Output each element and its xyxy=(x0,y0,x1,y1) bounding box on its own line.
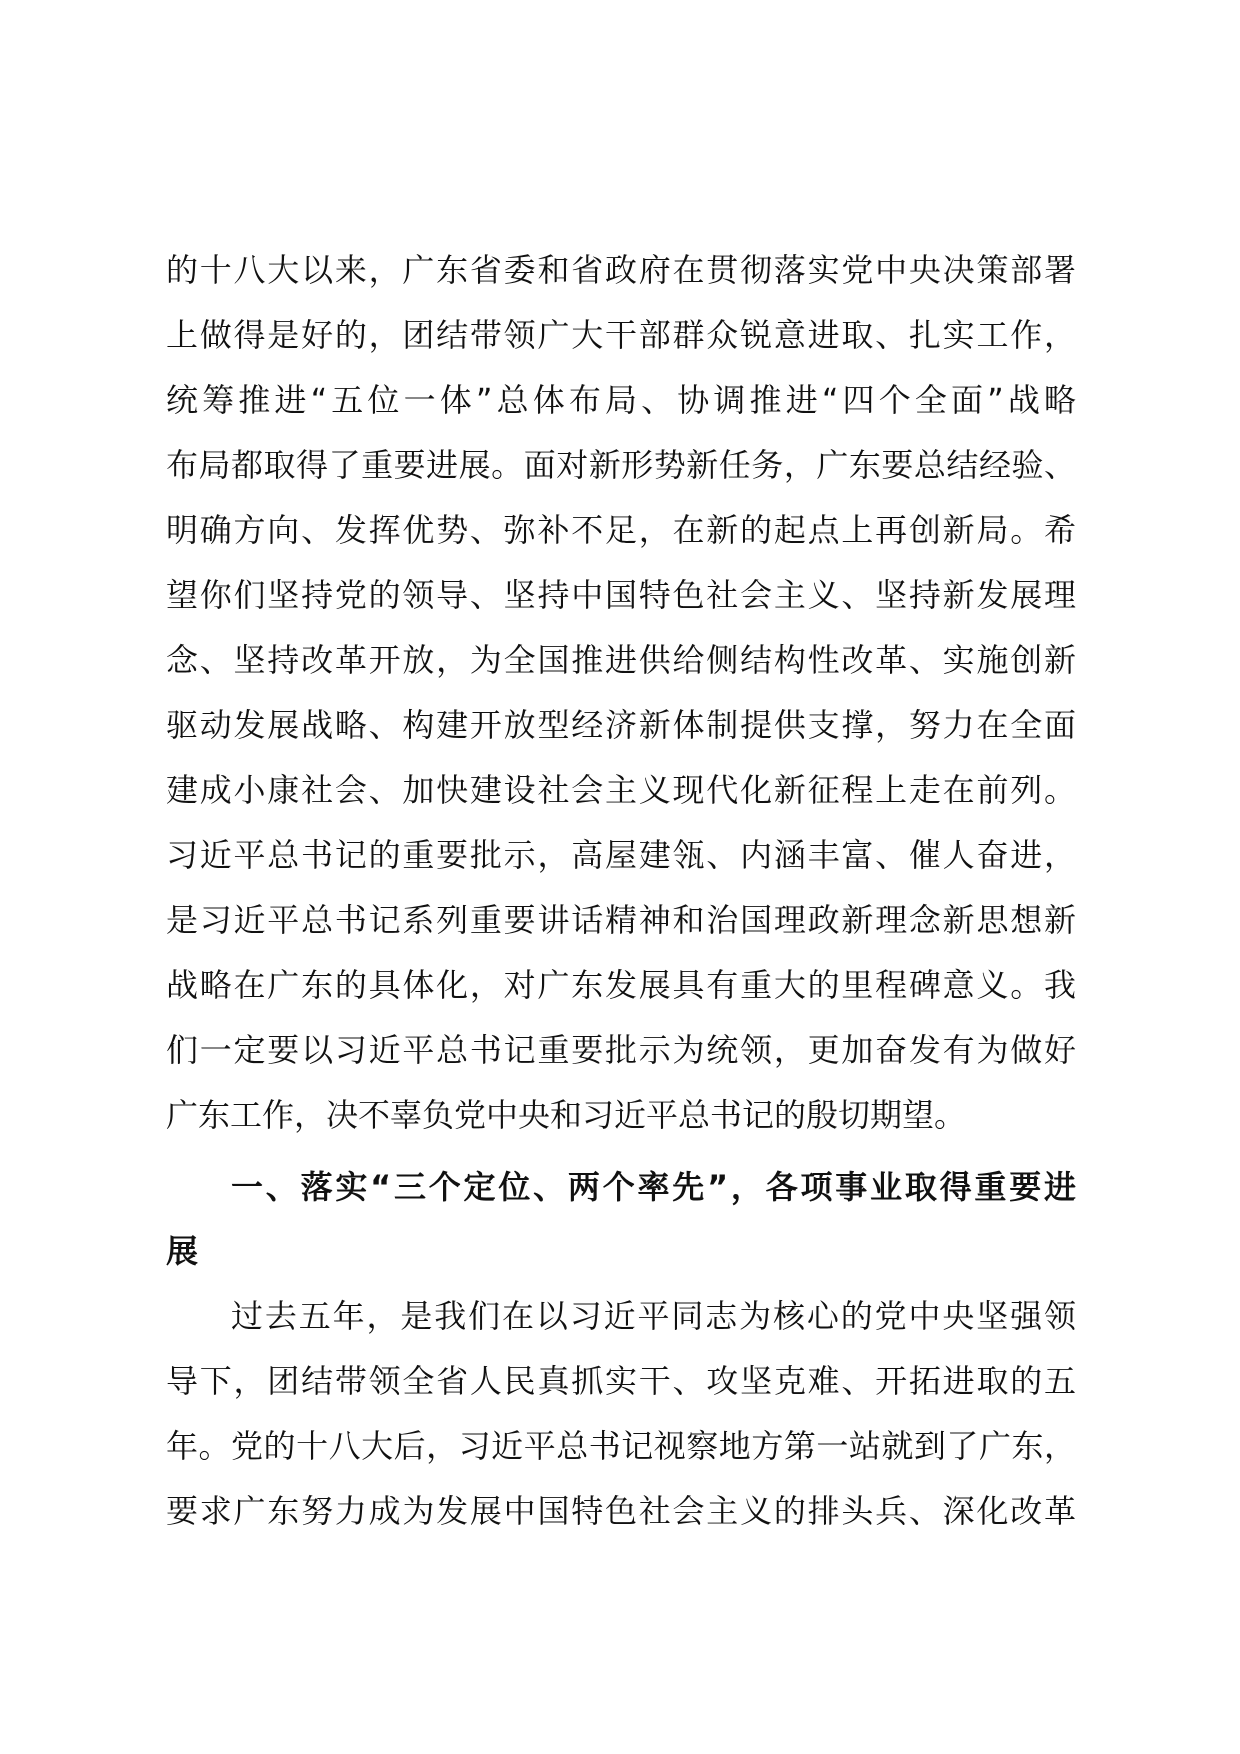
paragraph-line: 要求广东努力成为发展中国特色社会主义的排头兵、深化改革 xyxy=(166,1492,1076,1530)
paragraph-line: 布局都取得了重要进展。面对新形势新任务，广东要总结经验、 xyxy=(166,446,1076,484)
paragraph-line: 明确方向、发挥优势、弥补不足，在新的起点上再创新局。希 xyxy=(166,511,1076,549)
paragraph-line: 驱动发展战略、构建开放型经济新体制提供支撑，努力在全面 xyxy=(166,706,1076,744)
paragraph-line: 们一定要以习近平总书记重要批示为统领，更加奋发有为做好 xyxy=(166,1031,1076,1069)
section-heading-line: 一、落实“三个定位、两个率先”，各项事业取得重要进 xyxy=(231,1168,1076,1206)
paragraph-line: 年。党的十八大后，习近平总书记视察地方第一站就到了广东， xyxy=(166,1427,1076,1465)
paragraph-line: 统筹推进“五位一体”总体布局、协调推进“四个全面”战略 xyxy=(166,381,1076,419)
paragraph-line: 建成小康社会、加快建设社会主义现代化新征程上走在前列。 xyxy=(166,771,1076,809)
paragraph-line: 广东工作，决不辜负党中央和习近平总书记的殷切期望。 xyxy=(166,1096,967,1134)
paragraph-line: 习近平总书记的重要批示，高屋建瓴、内涵丰富、催人奋进， xyxy=(166,836,1076,874)
paragraph-line: 的十八大以来，广东省委和省政府在贯彻落实党中央决策部署 xyxy=(166,251,1076,289)
paragraph-line: 导下，团结带领全省人民真抓实干、攻坚克难、开拓进取的五 xyxy=(166,1362,1076,1400)
paragraph-line: 念、坚持改革开放，为全国推进供给侧结构性改革、实施创新 xyxy=(166,641,1076,679)
paragraph-line: 过去五年，是我们在以习近平同志为核心的党中央坚强领 xyxy=(231,1297,1076,1335)
paragraph-line: 战略在广东的具体化，对广东发展具有重大的里程碑意义。我 xyxy=(166,966,1076,1004)
paragraph-line: 望你们坚持党的领导、坚持中国特色社会主义、坚持新发展理 xyxy=(166,576,1076,614)
paragraph-line: 上做得是好的，团结带领广大干部群众锐意进取、扎实工作， xyxy=(166,316,1076,354)
section-heading-line: 展 xyxy=(166,1232,199,1270)
paragraph-line: 是习近平总书记系列重要讲话精神和治国理政新理念新思想新 xyxy=(166,901,1076,939)
